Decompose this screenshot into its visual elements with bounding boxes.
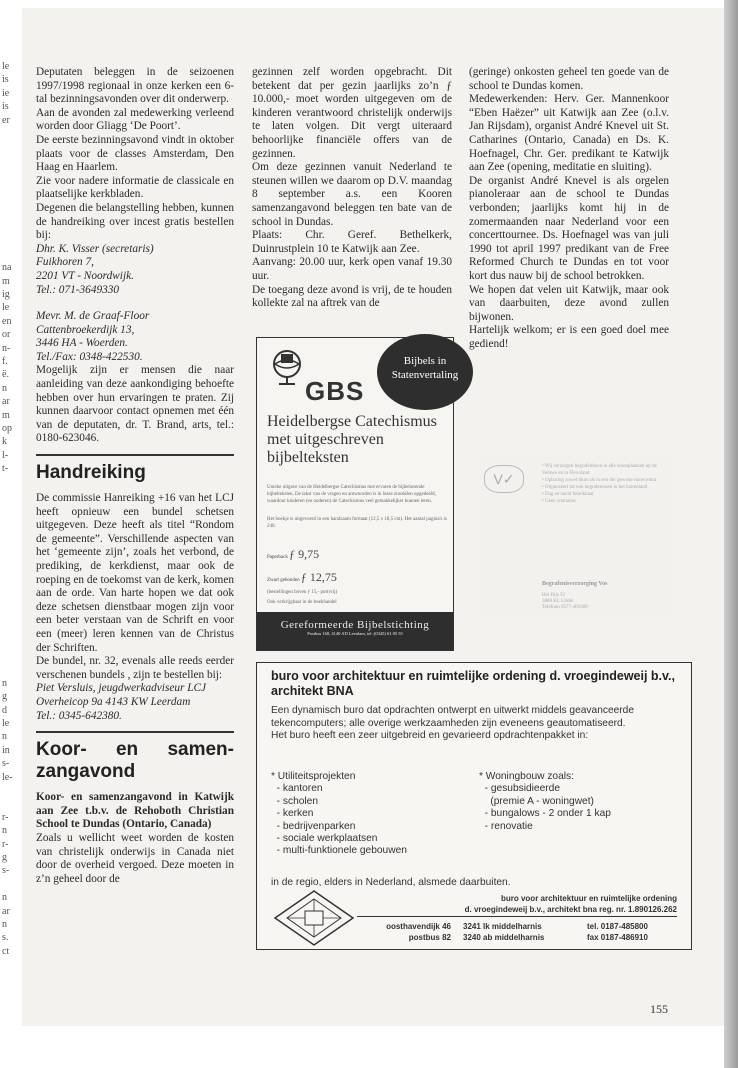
- margin-fragment: n: [2, 825, 7, 837]
- heading-handreiking: Handreiking: [36, 462, 146, 484]
- address-line: Cattenbroekerdijk 13,: [36, 323, 135, 336]
- vos-advertisement: [478, 455, 674, 617]
- list-item: - sociale werkplaatsen: [271, 833, 378, 845]
- margin-fragment: r-: [2, 838, 9, 850]
- left-margin-fragments: [0, 60, 20, 958]
- margin-fragment: g: [2, 851, 7, 863]
- margin-fragment: ar: [2, 396, 10, 408]
- margin-fragment: ie: [2, 87, 10, 99]
- margin-fragment: s-: [2, 758, 10, 770]
- margin-fragment: le: [2, 717, 10, 729]
- buro-footer: [465, 893, 677, 915]
- margin-fragment: f.: [2, 355, 8, 367]
- fax: fax 0187-486910: [587, 933, 648, 942]
- paragraph: Om deze gezinnen vanuit Nederland te steunen willen we daarom op D.V. maandag 8 september a.s. een Kooren samenzangavond beleggen ten bate van de school in Dundas.: [252, 161, 452, 228]
- margin-fragment: le: [2, 61, 10, 72]
- paragraph: We hopen dat velen uit Katwijk, maar ook van daarbuiten, deze avond zullen bijwonen.: [469, 283, 669, 323]
- margin-fragment: or: [2, 329, 11, 341]
- gbs-price-paperback: [267, 547, 319, 562]
- margin-fragment: m: [2, 409, 10, 421]
- gbs-org-address: Postbus 168, 4140 AD Leerdam, tel.:(0345) 61 05 55: [307, 631, 403, 636]
- margin-fragment: op: [2, 422, 12, 434]
- buro-logo-icon: [273, 889, 355, 947]
- page-edge-right: [724, 0, 738, 1068]
- address-line: 3888 KL Uddel: [542, 599, 574, 604]
- gbs-advertisement: [256, 337, 459, 651]
- list-item: • Wij verzorgen begrafenissen in alle woonplaatsen op de Veluwe en in Flevoland: [542, 464, 657, 476]
- margin-fragment: en: [2, 315, 12, 327]
- margin-fragment: ig: [2, 288, 10, 300]
- address-line: Telefoon 0577-401689: [542, 605, 588, 610]
- divider: [357, 916, 677, 917]
- margin-fragment: m: [2, 275, 10, 287]
- paragraph: Medewerkenden: Herv. Ger. Mannenkoor “Eben Haëzer” uit Katwijk aan Zee (o.l.v. Jan Rijsdam), organist André Knevel uit St. Catharines (Ontario, Canada) en Ds. K. Hoefnagel, Chr. Ger. predikant te Katwijk aan Zee (opening, meditatie en sluiting).: [469, 93, 669, 174]
- list-item: - renovatie: [479, 820, 533, 832]
- margin-fragment: [0, 516, 20, 529]
- margin-fragment: ar: [2, 905, 10, 917]
- address-line: 2201 VT - Noordwijk.: [36, 269, 134, 282]
- margin-fragment: [0, 636, 20, 649]
- paragraph: Hartelijk welkom; er is een goed doel mee gediend!: [469, 324, 669, 350]
- address-row: [357, 932, 648, 943]
- margin-fragment: n: [2, 382, 7, 394]
- gbs-price-bound: [267, 570, 337, 585]
- postcode: 3240 ab middelharnis: [463, 933, 545, 942]
- address-line: Het Dijs 32: [542, 593, 566, 598]
- gbs-badge: Bijbels in Statenvertaling: [377, 334, 473, 410]
- paragraph: De commissie Hanreiking +16 van het LCJ heeft opnieuw een bundel schetsen uitgegeven. Deze heeft als titel “Rondom de gemeente”. Verschillende aspecten van het ‘gemeente zijn’, zoals het verbond, de prediking, de kerkdienst, maar ook de roeping en de toekomst van de kerk, komen aan de orde. Van harte hopen we dat ook deze schetsen dienstbaar mogen zijn voor een beter verstaan van de Schrift en voor een (meer) leren kennen van de Christus der Schriften.: [36, 492, 234, 654]
- buro-footer-line: d. vroegindeweij b.v., architekt bna reg. nr. 1.890126.262: [464, 905, 677, 914]
- margin-fragment: s.: [2, 932, 9, 944]
- address-line: Tel./Fax: 0348-422530.: [36, 350, 143, 363]
- paragraph: Aanvang: 20.00 uur, kerk open vanaf 19.30 uur.: [252, 256, 452, 282]
- margin-fragment: [0, 784, 20, 797]
- margin-fragment: [0, 596, 20, 609]
- margin-fragment: [0, 623, 20, 636]
- margin-fragment: is: [2, 74, 9, 86]
- paragraph: Plaats: Chr. Geref. Bethelkerk, Duinrustplein 10 te Katwijk aan Zee.: [252, 229, 452, 255]
- list-item: - kantoren: [271, 783, 323, 795]
- margin-fragment: [0, 556, 20, 569]
- margin-fragment: l-: [2, 449, 9, 461]
- margin-fragment: n: [2, 731, 7, 743]
- address-line: Tel.: 071-3649330: [36, 283, 120, 296]
- section-rule: [36, 454, 234, 456]
- paragraph: (geringe) onkosten geheel ten goede van de school te Dundas komen.: [469, 66, 669, 92]
- margin-fragment: in: [2, 744, 10, 756]
- address-line: Tel.: 0345-642380.: [36, 709, 122, 722]
- margin-fragment: er: [2, 114, 10, 126]
- list-item: - bedrijvenparken: [271, 820, 356, 832]
- margin-fragment: [0, 502, 20, 515]
- address-line: Overheicop 9a 4143 KW Leerdam: [36, 695, 191, 708]
- paragraph: Het buro heeft een zeer uitgebreid en gevarieerd opdrachtenpakket in:: [271, 730, 589, 742]
- margin-fragment: d: [2, 704, 7, 716]
- list-item: (premie A - woningwet): [479, 795, 594, 807]
- gbs-org-name: Gereformeerde Bijbelstichting: [280, 619, 430, 631]
- margin-fragment: t-: [2, 463, 9, 475]
- page-number: 155: [650, 1002, 668, 1016]
- list-item: - gesubsidieerde: [479, 783, 560, 795]
- list-item: * Utiliteitsprojekten: [271, 771, 356, 782]
- paragraph: Deputaten beleggen in de seizoenen 1997/1998 regionaal in onze kerken een 6-tal bezinningsavonden over dit onderwerp.: [36, 66, 234, 106]
- vos-services: [542, 463, 668, 505]
- buro-list-left: [271, 771, 471, 858]
- margin-fragment: [0, 476, 20, 489]
- price-label: Paperback: [267, 555, 288, 560]
- margin-fragment: k: [2, 436, 7, 448]
- margin-fragment: n-: [2, 342, 11, 354]
- street: postbus 82: [408, 933, 451, 942]
- paragraph: De organist André Knevel is als orgelen pianoleraar aan de school te Dundas verbonden; jaarlijks komt hij in de zomermaanden naar Nederland voor een concerttournee. Ds. Hoefnagel was van juli 1990 tot april 1997 predikant van de Free Reformed Church te Dundas en tot voor kort dus nauw bij de school betrokken.: [469, 174, 669, 282]
- margin-fragment: [0, 569, 20, 582]
- paragraph: Degenen die belangstelling hebben, kunnen de handreiking over incest gratis bestellen bij:: [36, 201, 234, 242]
- margin-fragment: [0, 221, 20, 234]
- margin-fragment: n: [2, 677, 7, 689]
- address-row: [357, 921, 648, 932]
- address-line: Dhr. K. Visser (secretaris): [36, 242, 154, 255]
- price-value: ƒ 12,75: [300, 570, 337, 584]
- paragraph: gezinnen zelf worden opgebracht. Dit betekent dat per gezin jaarlijks zo’n ƒ 10.000,- moet worden uitgegeven om de kinderen verantwoord christelijk onderwijs te laten volgen. Dit vergt uiteraard behoorlijke financiële offers van de gezinnen.: [252, 66, 452, 160]
- margin-fragment: [0, 489, 20, 502]
- address-line: Fuikhoren 7,: [36, 256, 94, 269]
- column-2: [252, 66, 452, 311]
- margin-fragment: [0, 650, 20, 663]
- margin-fragment: n: [2, 892, 7, 904]
- buro-region: in de regio, elders in Nederland, alsmede daarbuiten.: [271, 877, 511, 888]
- gbs-note: Ook verkrijgbaar in de boekhandel: [267, 600, 337, 605]
- margin-fragment: [0, 543, 20, 556]
- address-line: Piet Versluis, jeugdwerkadviseur LCJ: [36, 682, 207, 695]
- margin-fragment: [0, 797, 20, 810]
- buro-footer-line: buro voor architektuur en ruimtelijke ordening: [500, 894, 677, 903]
- margin-fragment: [0, 167, 20, 180]
- phone: tel. 0187-485800: [587, 922, 648, 931]
- margin-fragment: na: [2, 262, 12, 274]
- list-item: • Organiseert tot ook begrafenissen in het buitenland: [542, 485, 648, 490]
- gbs-description: Unieke uitgave van de Heidelbergse Catechismus met ervaren de bijbehorende bijbelteksten. De tekst van de vragen en antwoorden is in losse zinsdelen opgedeeld, waardoor kinderen (en ouderen) de Catechismus veel gemakkelijker kunnen leren.: [267, 485, 436, 504]
- subheading: Koor- en samenzangavond in Katwijk aan Zee t.b.v. de Rehoboth Christian School te Dundas (Ontario, Canada): [36, 791, 234, 831]
- paragraph: Een dynamisch buro dat opdrachten ontwerpt en uitwerkt middels geavanceerde tekencomputers; alle overige werkzaamheden zijn eveneens geautomatiseerd.: [271, 705, 635, 729]
- gbs-format: Het boekje is uitgevoerd in een handzaam formaat (12,5 x 18,5 cm). Het aantal pagina's is 240.: [267, 517, 448, 529]
- column-3: [469, 66, 669, 351]
- margin-fragment: is: [2, 101, 9, 113]
- address-line: 3446 HA - Woerden.: [36, 337, 128, 350]
- section-rule: [36, 731, 234, 733]
- buro-list-right: [479, 771, 679, 833]
- margin-fragment: [0, 207, 20, 220]
- list-item: * Woningbouw zoals:: [479, 771, 574, 782]
- street: oosthavendijk 46: [386, 922, 451, 931]
- margin-fragment: [0, 610, 20, 623]
- list-item: • Opbaring zowel thuis als in een der gewone rouwcentra: [542, 478, 657, 483]
- vos-logo-icon: V✓: [484, 465, 524, 493]
- margin-fragment: [0, 140, 20, 153]
- vos-address: [542, 593, 588, 611]
- margin-fragment: [0, 127, 20, 140]
- margin-fragment: [0, 181, 20, 194]
- margin-fragment: n: [2, 919, 7, 930]
- price-value: ƒ 9,75: [289, 547, 320, 561]
- postcode: 3241 lk middelharnis: [463, 922, 542, 931]
- buro-address: [357, 921, 648, 943]
- buro-advertisement: [256, 662, 692, 950]
- list-item: • Geen crematies: [542, 499, 576, 504]
- gbs-footer-band: [257, 612, 453, 650]
- vos-name: Begrafenisverzorging Vos: [542, 581, 608, 587]
- list-item: - scholen: [271, 795, 318, 807]
- list-item: • Dag en nacht bereikbaar: [542, 492, 594, 497]
- margin-fragment: le: [2, 302, 10, 314]
- gbs-logo-text: GBS: [305, 376, 365, 406]
- paragraph: Zie voor nadere informatie de classicale en plaatselijke kerkbladen.: [36, 174, 234, 201]
- column-1: [36, 66, 234, 886]
- margin-fragment: le-: [2, 771, 13, 783]
- heading-koor: Koor- en samenzangavond: [36, 739, 234, 783]
- paragraph: Mogelijk zijn er mensen die naar aanleiding van deze aankondiging behoefte hebben over hun ervaringen te praten. Zij kunnen daarvoor contact opnemen met één van de deputaten, dr. T. Brand, arts, tel.: 0180-623046.: [36, 364, 234, 445]
- margin-fragment: g: [2, 691, 7, 703]
- buro-heading: buro voor architektuur en ruimtelijke ordening d. vroegindeweij b.v., architekt BNA: [271, 669, 676, 698]
- list-item: - multi-funktionele gebouwen: [271, 845, 407, 857]
- paragraph: De toegang deze avond is vrij, de te houden kollekte zal na aftrek van de: [252, 283, 452, 310]
- margin-fragment: [0, 583, 20, 596]
- margin-fragment: [0, 154, 20, 167]
- margin-fragment: ë.: [2, 369, 9, 381]
- margin-fragment: [0, 663, 20, 676]
- paragraph: Zoals u wellicht weet worden de kosten van christelijk onderwijs in Canada niet door de overheid vergoed. Deze moeten in z’n geheel door de: [36, 831, 234, 885]
- margin-fragment: ct: [2, 945, 10, 957]
- margin-fragment: [0, 878, 20, 891]
- address-line: Mevr. M. de Graaf-Floor: [36, 310, 150, 323]
- price-label: Zwart gebonden: [267, 578, 300, 583]
- margin-fragment: [0, 529, 20, 542]
- margin-fragment: s-: [2, 865, 10, 877]
- paragraph: Aan de avonden zal medewerking verleend worden door Gliagg ‘De Poort’.: [36, 106, 234, 133]
- buro-intro: [271, 705, 681, 743]
- gbs-note: (bestellingen boven ƒ 15,- portvrij): [267, 590, 338, 595]
- margin-fragment: r-: [2, 811, 9, 823]
- paragraph: De eerste bezinningsavond vindt in oktober plaats voor de classes Amsterdam, Den Haag en Haarlem.: [36, 133, 234, 174]
- gbs-title: Heidelbergse Catechismus met uitgeschreven bijbelteksten: [267, 413, 437, 466]
- list-item: - bungalows - 2 onder 1 kap: [479, 808, 611, 820]
- paragraph: De bundel, nr. 32, evenals alle reeds eerder verschenen bundels , zijn te bestellen bij:: [36, 655, 234, 681]
- list-item: - kerken: [271, 808, 314, 820]
- margin-fragment: [0, 248, 20, 261]
- margin-fragment: [0, 194, 20, 207]
- margin-fragment: [0, 234, 20, 247]
